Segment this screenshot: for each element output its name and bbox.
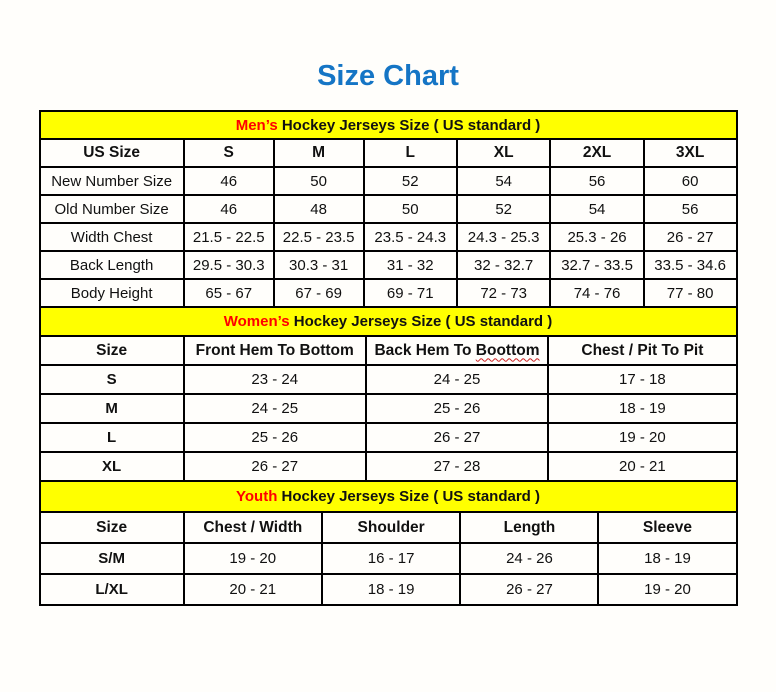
cell-value: 20 - 21 [184,574,322,605]
womens-size-table [39,306,738,482]
table-row [40,195,737,223]
cell-value: 20 - 21 [548,452,736,481]
cell-value: 16 - 17 [322,543,461,574]
mens-col-header: US Size [40,139,184,167]
youth-col-header: Shoulder [322,512,461,543]
mens-col-header: M [274,139,364,167]
table-row [40,167,737,195]
womens-col-header-misspelled [366,336,549,365]
misspelled-word: Boottom [475,341,540,359]
cell-value: 32 - 32.7 [457,251,550,279]
womens-section-header [40,307,737,336]
mens-col-header: 3XL [644,139,737,167]
misspell-prefix: Back Hem To [374,341,476,359]
cell-value: 17 - 18 [548,365,736,394]
cell-value: 26 - 27 [366,423,549,452]
row-label: L [40,423,184,452]
cell-value: 74 - 76 [550,279,643,307]
womens-highlight-label: Women’s [223,313,290,330]
womens-band-label: Hockey Jerseys Size ( US standard ) [289,313,553,330]
cell-value: 32.7 - 33.5 [550,251,643,279]
row-label: S [40,365,184,394]
cell-value: 18 - 19 [598,543,736,574]
cell-value: 54 [550,195,643,223]
row-label: Width Chest [40,223,184,251]
cell-value: 56 [550,167,643,195]
cell-value: 33.5 - 34.6 [644,251,737,279]
cell-value: 25 - 26 [366,394,549,423]
cell-value: 52 [364,167,457,195]
cell-value: 50 [364,195,457,223]
mens-section-band-row [40,111,737,139]
youth-section-band-row [40,481,737,512]
cell-value: 54 [457,167,550,195]
cell-value: 24 - 26 [460,543,598,574]
row-label: M [40,394,184,423]
cell-value: 18 - 19 [322,574,461,605]
youth-band-label: Hockey Jerseys Size ( US standard ) [277,488,540,505]
cell-value: 56 [644,195,737,223]
cell-value: 52 [457,195,550,223]
cell-value: 31 - 32 [364,251,457,279]
youth-section-header [40,481,737,512]
table-row [40,423,737,452]
size-chart-tables [39,110,738,606]
row-label: Back Length [40,251,184,279]
cell-value: 72 - 73 [457,279,550,307]
cell-value: 26 - 27 [184,452,366,481]
cell-value: 23.5 - 24.3 [364,223,457,251]
mens-band-label: Hockey Jerseys Size ( US standard ) [277,116,541,134]
table-row [40,251,737,279]
mens-size-table [39,110,738,308]
youth-col-header: Length [460,512,598,543]
womens-col-header: Size [40,336,184,365]
mens-col-header: L [364,139,457,167]
mens-col-header: 2XL [550,139,643,167]
cell-value: 24.3 - 25.3 [457,223,550,251]
cell-value: 48 [274,195,364,223]
row-label: XL [40,452,184,481]
cell-value: 26 - 27 [644,223,737,251]
cell-value: 18 - 19 [548,394,736,423]
cell-value: 25.3 - 26 [550,223,643,251]
cell-value: 19 - 20 [548,423,736,452]
table-row [40,279,737,307]
cell-value: 19 - 20 [184,543,322,574]
womens-col-header: Front Hem To Bottom [184,336,366,365]
cell-value: 46 [184,195,274,223]
youth-col-header: Sleeve [598,512,736,543]
cell-value: 67 - 69 [274,279,364,307]
cell-value: 77 - 80 [644,279,737,307]
cell-value: 65 - 67 [184,279,274,307]
cell-value: 24 - 25 [366,365,549,394]
row-label: Old Number Size [40,195,184,223]
row-label: New Number Size [40,167,184,195]
womens-section-band-row [40,307,737,336]
page-title: Size Chart [317,60,459,92]
mens-header-row [40,139,737,167]
cell-value: 26 - 27 [460,574,598,605]
table-row [40,394,737,423]
youth-col-header: Chest / Width [184,512,322,543]
row-label: S/M [40,543,184,574]
youth-highlight-label: Youth [236,488,278,505]
mens-col-header: S [184,139,274,167]
table-row [40,543,737,574]
youth-size-table [39,480,738,606]
cell-value: 22.5 - 23.5 [274,223,364,251]
row-label: L/XL [40,574,184,605]
table-row [40,365,737,394]
womens-header-row [40,336,737,365]
youth-header-row [40,512,737,543]
cell-value: 30.3 - 31 [274,251,364,279]
cell-value: 21.5 - 22.5 [184,223,274,251]
cell-value: 24 - 25 [184,394,366,423]
cell-value: 60 [644,167,737,195]
table-row [40,574,737,605]
cell-value: 50 [274,167,364,195]
mens-col-header: XL [457,139,550,167]
cell-value: 19 - 20 [598,574,736,605]
table-row [40,452,737,481]
womens-col-header: Chest / Pit To Pit [548,336,736,365]
row-label: Body Height [40,279,184,307]
cell-value: 27 - 28 [366,452,549,481]
cell-value: 25 - 26 [184,423,366,452]
table-row [40,223,737,251]
cell-value: 23 - 24 [184,365,366,394]
cell-value: 46 [184,167,274,195]
cell-value: 29.5 - 30.3 [184,251,274,279]
mens-highlight-label: Men’s [235,116,278,134]
cell-value: 69 - 71 [364,279,457,307]
mens-section-header [40,111,737,139]
youth-col-header: Size [40,512,184,543]
